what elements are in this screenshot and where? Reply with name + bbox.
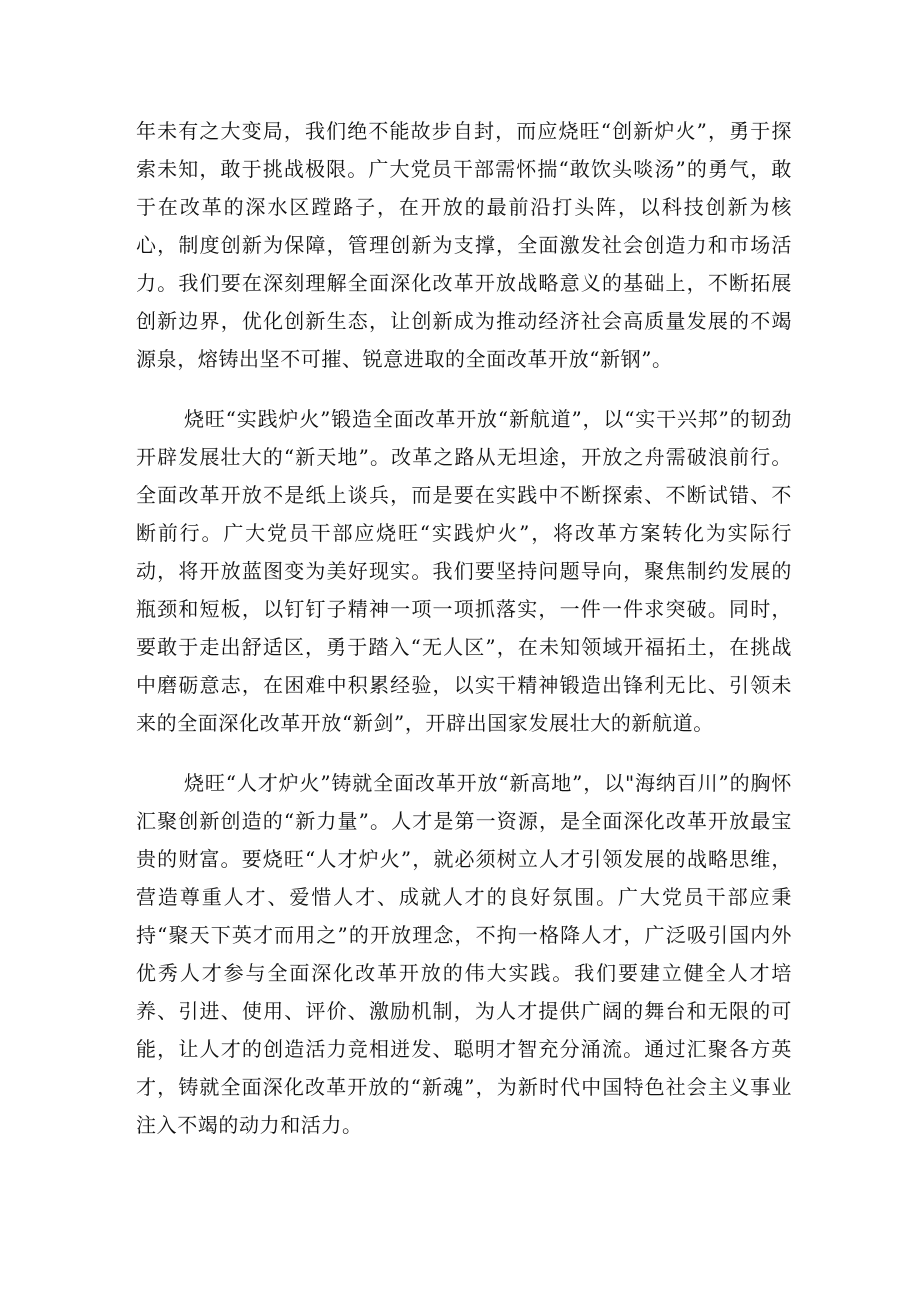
paragraph-talent: 烧旺“人才炉火”铸就全面改革开放“新高地”，以"海纳百川”的胸怀汇聚创新创造的“新力量”。人才是第一资源，是全面深化改革开放最宝贵的财富。要烧旺“人才炉火”，就必须树立人才引领发展的战略思维，营造尊重人才、爱惜人才、成就人才的良好氛围。广大党员干部应秉持“聚天下英才而用之”的开放理念，不拘一格降人才，广泛吸引国内外优秀人才参与全面深化改革开放的伟大实践。我们要建立健全人才培养、引进、使用、评价、激励机制，为人才提供广阔的舞台和无限的可能，让人才的创造活力竞相迸发、聪明才智充分涌流。通过汇聚各方英才，铸就全面深化改革开放的“新魂”，为新时代中国特色社会主义事业注入不竭的动力和活力。 bbox=[136, 771, 792, 1137]
paragraph-practice: 烧旺“实践炉火”锻造全面改革开放“新航道”，以“实干兴邦”的韧劲开辟发展壮大的“新天地”。改革之路从无坦途，开放之舟需破浪前行。全面改革开放不是纸上谈兵，而是要在实践中不断探索、不断试错、不断前行。广大党员干部应烧旺“实践炉火”，将改革方案转化为实际行动，将开放蓝图变为美好现实。我们要坚持问题导向，聚焦制约发展的瓶颈和短板，以钉钉子精神一项一项抓落实，一件一件求突破。同时，要敢于走出舒适区，勇于踏入“无人区”，在未知领域开福拓土，在挑战中磨砺意志，在困难中积累经验，以实干精神锻造出锋利无比、引领未来的全面深化改革开放“新剑”，开辟出国家发展壮大的新航道。 bbox=[136, 407, 792, 735]
document-body bbox=[136, 112, 792, 1144]
paragraph-innovation-continued: 年未有之大变局，我们绝不能故步自封，而应烧旺“创新炉火”，勇于探索未知，敢于挑战极限。广大党员干部需怀揣“敢饮头啖汤”的勇气，敢于在改革的深水区蹚路子，在开放的最前沿打头阵，以科技创新为核心，制度创新为保障，管理创新为支撑，全面激发社会创造力和市场活力。我们要在深刻理解全面深化改革开放战略意义的基础上，不断拓展创新边界，优化创新生态，让创新成为推动经济社会高质量发展的不竭源泉，熔铸出坚不可摧、锐意进取的全面改革开放“新钢”。 bbox=[136, 119, 792, 371]
